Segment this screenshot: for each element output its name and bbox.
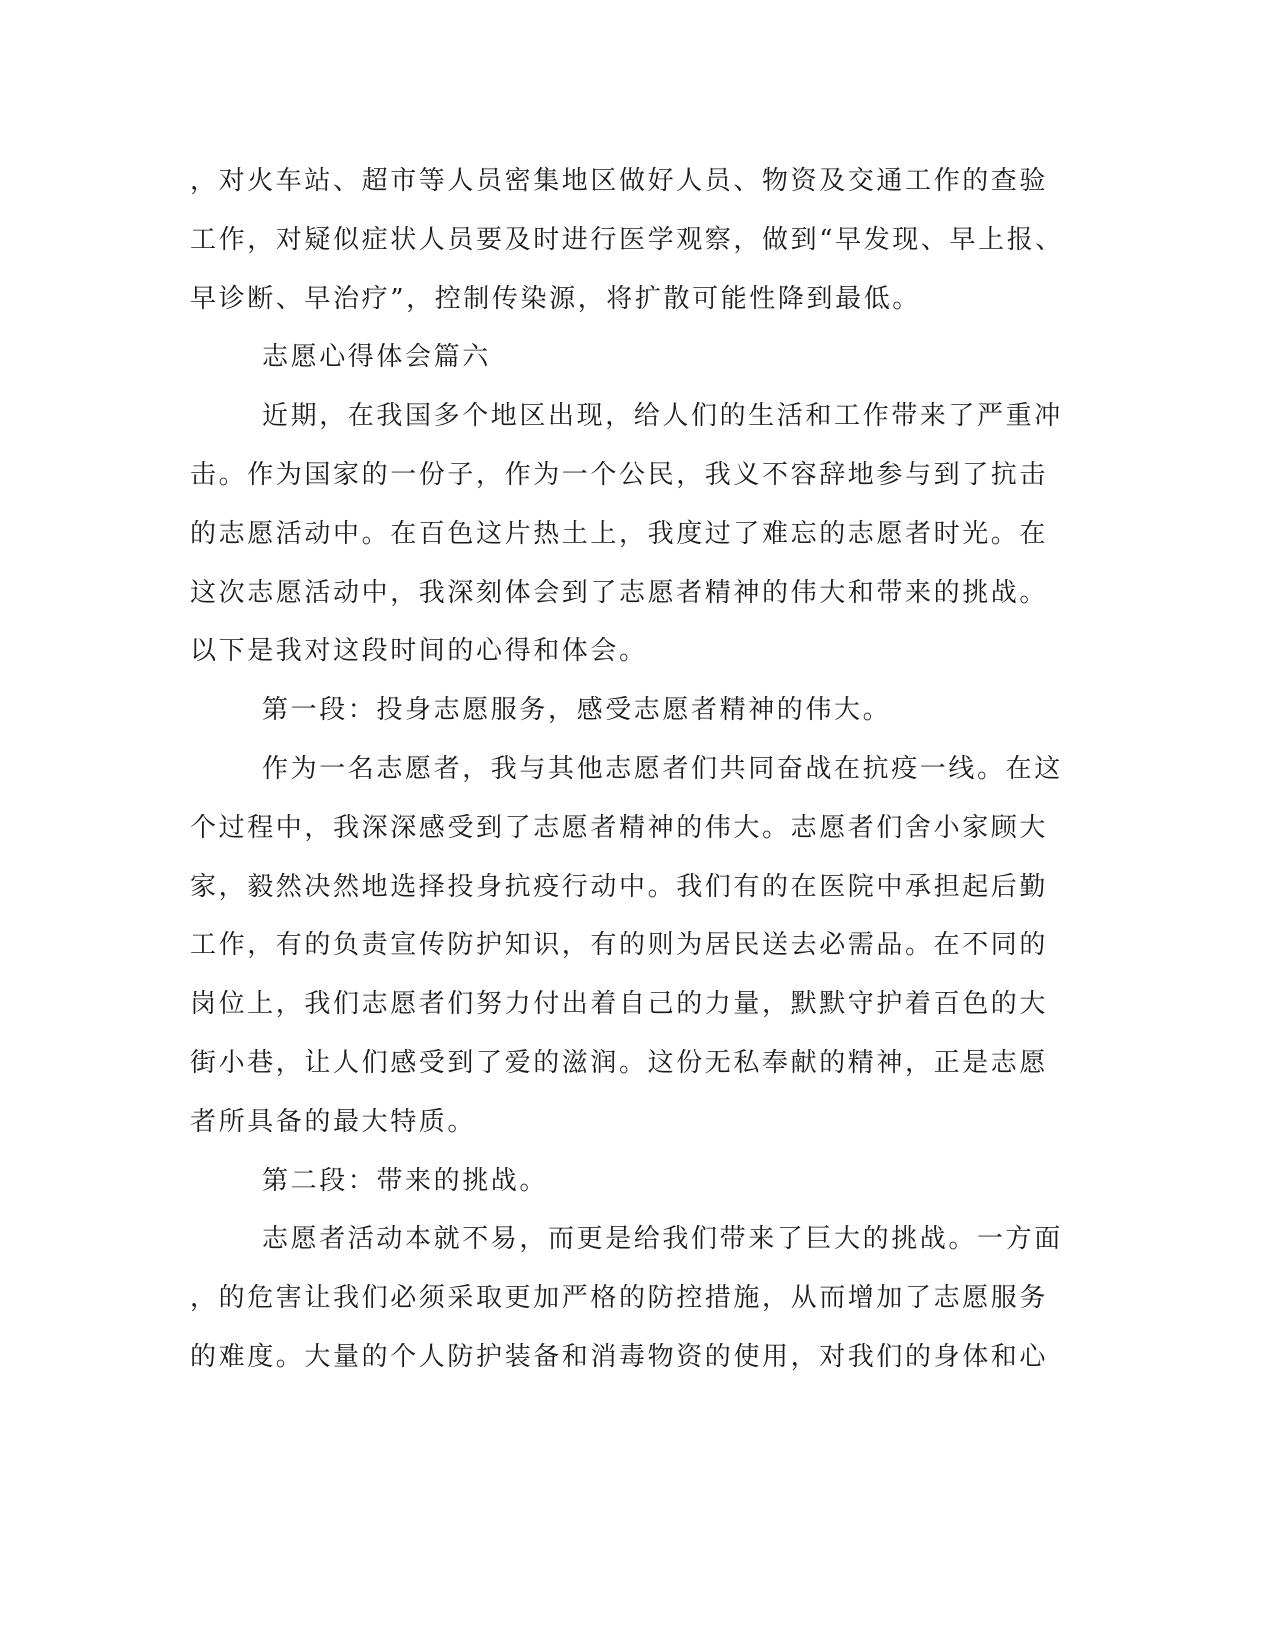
text-line: 街小巷，让人们感受到了爱的滋润。这份无私奉献的精神，正是志愿 [190,1048,1049,1078]
text-line: 的难度。大量的个人防护装备和消毒物资的使用，对我们的身体和心 [190,1342,1049,1372]
section-heading: 志愿心得体会篇六 [262,342,491,372]
text-line: ，的危害让我们必须采取更加严格的防控措施，从而增加了志愿服务 [190,1283,1049,1313]
text-line: 以下是我对这段时间的心得和体会。 [190,636,648,666]
text-line: 作为一名志愿者，我与其他志愿者们共同奋战在抗疫一线。在这 [262,754,1063,784]
text-line: 志愿者活动本就不易，而更是给我们带来了巨大的挑战。一方面 [262,1224,1063,1254]
text-line: 近期，在我国多个地区出现，给人们的生活和工作带来了严重冲 [262,401,1063,431]
text-line: 的志愿活动中。在百色这片热土上，我度过了难忘的志愿者时光。在 [190,519,1049,549]
text-line: 击。作为国家的一份子，作为一个公民，我义不容辞地参与到了抗击 [190,460,1049,490]
text-line: 工作，对疑似症状人员要及时进行医学观察，做到“早发现、早上报、 [190,225,1064,255]
text-line: 者所具备的最大特质。 [190,1107,477,1137]
text-line: 工作，有的负责宣传防护知识，有的则为居民送去必需品。在不同的 [190,930,1049,960]
text-line: 个过程中，我深深感受到了志愿者精神的伟大。志愿者们舍小家顾大 [190,813,1049,843]
section-heading: 第二段：带来的挑战。 [262,1166,549,1196]
section-heading: 第一段：投身志愿服务，感受志愿者精神的伟大。 [262,695,892,725]
text-line: 早诊断、早治疗”，控制传染源，将扩散可能性降到最低。 [190,284,921,314]
text-line: 家，毅然决然地选择投身抗疫行动中。我们有的在医院中承担起后勤 [190,872,1049,902]
text-line: 这次志愿活动中，我深刻体会到了志愿者精神的伟大和带来的挑战。 [190,578,1049,608]
text-line: ，对火车站、超市等人员密集地区做好人员、物资及交通工作的查验 [190,166,1049,196]
text-line: 岗位上，我们志愿者们努力付出着自己的力量，默默守护着百色的大 [190,989,1049,1019]
